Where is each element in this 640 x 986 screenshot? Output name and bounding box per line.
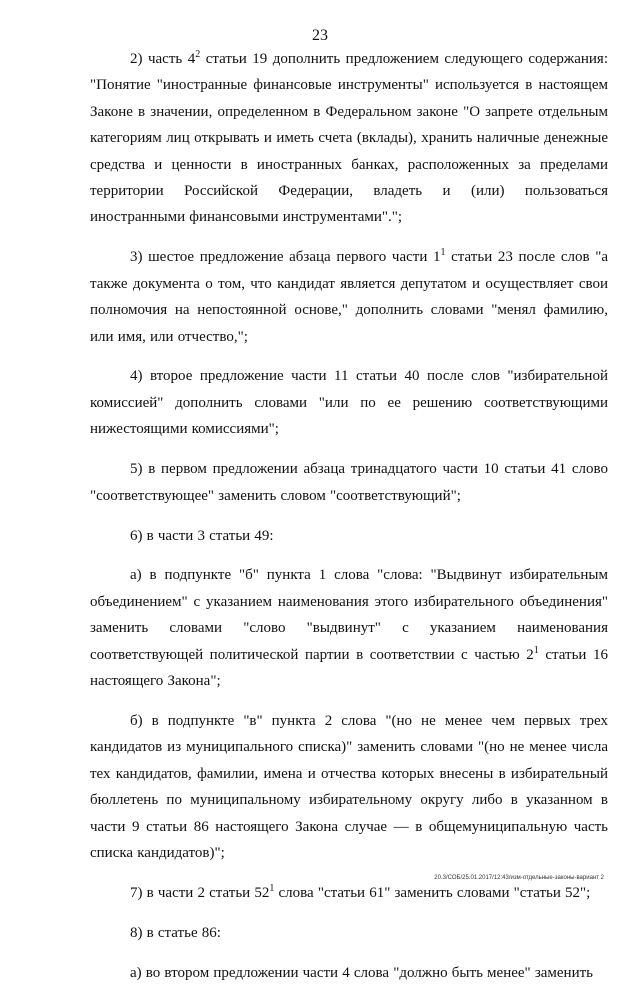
paragraph-text: статьи 19 дополнить предложением следующего содержания: "Понятие "иностранные финансовые инструменты" используется в настоящем Законе в значении, определенном в Федеральном законе "О запрете отдельным категориям лиц открывать и иметь счета (вклады), хранить наличные денежные средства и ценности в иностранных банках, расположенных за пределами территории Российской Федерации, владеть и (или) пользоваться иностранными финансовыми инструментами".";	[90, 51, 608, 226]
superscript: 2	[195, 49, 201, 60]
document-footer: 20.3/СОБ/25.01.2017/12:43/изм-отдельные-законы-вариант 2	[434, 875, 604, 881]
paragraph-text: 7) в части 2 статьи 52	[130, 884, 270, 901]
paragraph-item-6	[90, 523, 608, 549]
paragraph-text: 4) второе предложение части 11 статьи 40 после слов "избирательной комиссией" дополнить словами "или по ее решению соответствующими нижестоящими комиссиями";	[90, 368, 608, 438]
document-body	[90, 46, 608, 986]
paragraph-item-8	[90, 920, 608, 946]
paragraph-text: б) в подпункте "в" пункта 2 слова "(но не менее чем первых трех кандидатов из муниципального списка)" заменить словами "(но не менее числа тех кандидатов, фамилии, имена и отчества которых внесены в избирательный бюллетень по муниципальному избирательному округу либо в указанном в части 9 статьи 86 настоящего Закона случае — в общемуниципальную часть списка кандидатов)";	[90, 712, 608, 861]
paragraph-text: а) во втором предложении части 4 слова "должно быть менее" заменить	[130, 964, 594, 981]
paragraph-text: 5) в первом предложении абзаца тринадцатого части 10 статьи 41 слово "соответствующее" заменить словом "соответствующий";	[90, 461, 608, 504]
paragraph-item-3	[90, 244, 608, 350]
paragraph-text: 3) шестое предложение абзаца первого части 1	[130, 249, 441, 266]
paragraph-text: слова "статьи 61" заменить словами "статьи 52";	[274, 884, 591, 901]
paragraph-text: 2) часть 4	[130, 51, 196, 67]
paragraph-item-7	[90, 880, 608, 906]
paragraph-item-2	[90, 46, 608, 231]
paragraph-item-6b	[90, 708, 608, 866]
superscript: 1	[440, 247, 446, 259]
paragraph-text: а) в подпункте "б" пункта 1 слова "слова: "Выдвинут избирательным объединением" с указанием наименования этого избирательного объединения" заменить словами "слово "выдвинут" с указанием наименования соответствующей политической партии в соответствии с частью 2	[90, 567, 608, 663]
paragraph-item-5	[90, 456, 608, 509]
paragraph-item-8a	[90, 960, 608, 986]
page-number: 23	[312, 27, 328, 44]
paragraph-item-6a	[90, 562, 608, 694]
paragraph-item-4	[90, 363, 608, 442]
paragraph-text: статьи 16 настоящего Закона";	[90, 646, 608, 690]
superscript: 1	[269, 882, 275, 894]
superscript: 1	[533, 644, 539, 656]
paragraph-text: 6) в части 3 статьи 49:	[130, 527, 274, 544]
paragraph-text: 8) в статье 86:	[130, 924, 221, 941]
paragraph-text: статьи 23 после слов "а также документа о том, что кандидат является депутатом и осуществляет свои полномочия на непостоянной основе," дополнить словами "менял фамилию, или имя, или отчество,";	[90, 249, 609, 345]
